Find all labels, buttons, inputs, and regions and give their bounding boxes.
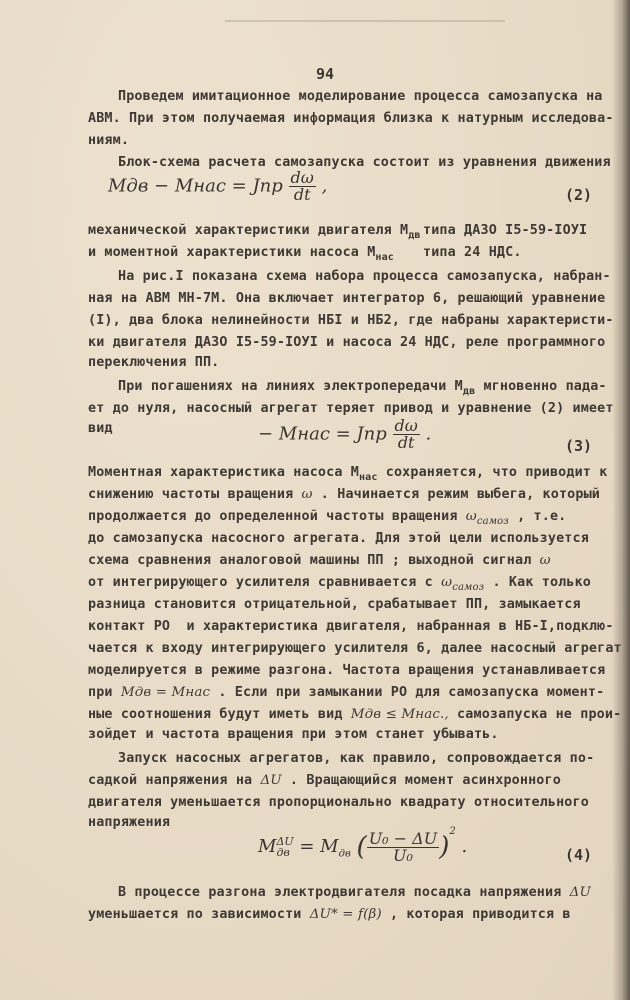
equation-4-lhs: M [258,836,277,857]
omega-symbol: ω [539,553,551,568]
equation-4 [258,826,467,864]
text-span: продолжается до определенной частоты вращения [88,509,466,524]
text-span: сохраняется, что приводит к [377,465,608,480]
text-span: снижению частоты вращения [88,487,302,502]
text-span: , которая приводится в [381,907,571,922]
text-line: разница становится отрицательной, срабатывает ПП, замыкается [88,597,581,612]
fraction-denominator: dt [397,433,415,452]
text-span: . Начинается режим выбега, который [312,487,601,502]
text-line [88,486,600,504]
paren-close: ) [439,832,450,862]
text-line: На рис.I показана схема набора процесса самозапуска, набран- [118,269,611,284]
paper-smudge [225,20,505,22]
text-line: Запуск насосных агрегатов, как правило, сопровождается по- [118,751,595,766]
omega-samoz-symbol: ω [441,575,453,590]
equation-2 [108,170,327,203]
text-span: мгновенно пада- [475,379,607,394]
text-line: ниям. [88,133,130,148]
text-line: напряжения [88,815,171,830]
exponent: 2 [449,826,456,837]
text-line: типа ДАЗО I5-59-IОУI [423,223,588,238]
text-line: типа 24 НДС. [423,245,522,260]
equation-2-fraction [289,170,316,203]
text-line [88,772,561,790]
fraction-numerator: U₀ − ΔU [368,828,438,848]
subscript: дв [408,230,421,241]
text-span: Моментная характеристика насоса M [88,465,359,480]
inline-math: ΔU* = f(β) [309,907,382,922]
equation-3-fraction [393,418,420,451]
paren-open: ( [356,832,367,862]
text-line: контакт РО и характеристика двигателя, набранная в НБ-I,подклю- [88,619,614,634]
inline-math: ΔU [569,885,591,900]
text-span: В процессе разгона электродвигателя посадка напряжения [118,885,570,900]
text-span: При погашениях на линиях электропередачи M [118,379,463,394]
text-span: , т.е. [508,509,567,524]
text-line: моделируется в режиме разгона. Частота вращения устанавливается [88,663,606,678]
text-span: ные соотношения будут иметь вид [88,707,351,722]
text-span: механической характеристики двигателя M [88,223,409,238]
equation-3-tail: . [425,423,432,445]
subscript: самоз [452,582,485,593]
text-line: (I), два блока нелинейности НБI и НБ2, где набраны характеристи- [88,313,614,328]
text-line: вид [88,421,113,436]
fraction-denominator: U₀ [392,845,413,865]
text-line: двигателя уменьшается пропорционально квадрату относительного [88,795,589,810]
text-line: ет до нуля, насосный агрегат теряет привод и уравнение (2) имеет [88,401,614,416]
equation-4-tail: . [455,836,468,857]
equation-4-fraction [367,828,440,865]
text-line [88,684,604,702]
equation-2-label: (2) [565,186,593,204]
inline-math: Mдв = Mнас [120,685,211,700]
text-line: Блок-схема расчета самозапуска состоит из уравнения движения [118,155,611,170]
text-span: схема сравнения аналоговой машины ПП ; выходной сигнал [88,553,540,568]
text-line [88,508,566,527]
equation-4-lhs-indices [276,836,293,858]
text-line [118,378,607,397]
subscript: дв [338,848,351,860]
text-span: и моментной характеристики насоса M [88,245,376,260]
subscript: дв [462,386,476,397]
text-line [88,552,551,570]
text-line [88,222,421,241]
text-line: Проведем имитационное моделирование процесса самозапуска на [118,89,603,104]
omega-samoz-symbol: ω [465,509,477,524]
text-span: самозапуска не прои- [448,707,622,722]
text-line: до самозапуска насосного агрегата. Для этой цели используется [88,531,589,546]
equation-4-label: (4) [565,846,593,864]
text-line [118,884,591,902]
text-span: . Вращающийся момент асинхронного [281,773,561,788]
text-span: уменьшается по зависимости [88,907,310,922]
equation-3-label: (3) [565,437,593,455]
equation-2-lhs: Mдв − Mнас = Jпр [108,175,283,197]
equation-3-lhs: − Mнас = Jпр [258,423,387,445]
text-line: ная на АВМ МН-7М. Она включает интегратор 6, решающий уравнение [88,291,606,306]
text-line: чается к входу интегрирующего усилителя 6, далее насосный агрегат [88,641,622,656]
subscript: самоз [476,516,509,527]
fraction-numerator: dω [394,416,418,435]
equation-3 [258,418,431,451]
equation-2-tail: , [321,175,328,197]
text-span: . Если при замыкании РО для самозапуска момент- [210,685,605,700]
fraction-numerator: dω [290,168,314,187]
text-line: АВМ. При этом получаемая информация близка к натурным исследова- [88,111,614,126]
fraction-denominator: dt [293,185,311,204]
text-span: . Как только [484,575,592,590]
text-line [88,706,621,724]
omega-symbol: ω [301,487,313,502]
text-line: ки двигателя ДАЗО I5-59-IОУI и насоса 24 НДС, реле программного [88,335,606,350]
text-line [88,906,571,924]
inline-math: ΔU [260,773,282,788]
text-span: садкой напряжения на [88,773,261,788]
page-number: 94 [316,65,335,83]
inline-math: Mдв ≤ Mнас., [350,707,449,722]
text-line [88,574,591,593]
subscript: нас [359,472,378,483]
text-line: переключения ПП. [88,355,220,370]
subscript: нас [375,252,394,263]
text-line [88,464,607,483]
equation-4-equals: = M [293,836,339,857]
subscript: дв [276,846,290,859]
text-span: от интегрирующего усилителя сравнивается с [88,575,442,590]
text-line: зойдет и частота вращения при этом станет убывать. [88,727,499,742]
text-span: при [88,685,121,700]
text-line [88,244,394,263]
superscript: ΔU [276,835,294,848]
